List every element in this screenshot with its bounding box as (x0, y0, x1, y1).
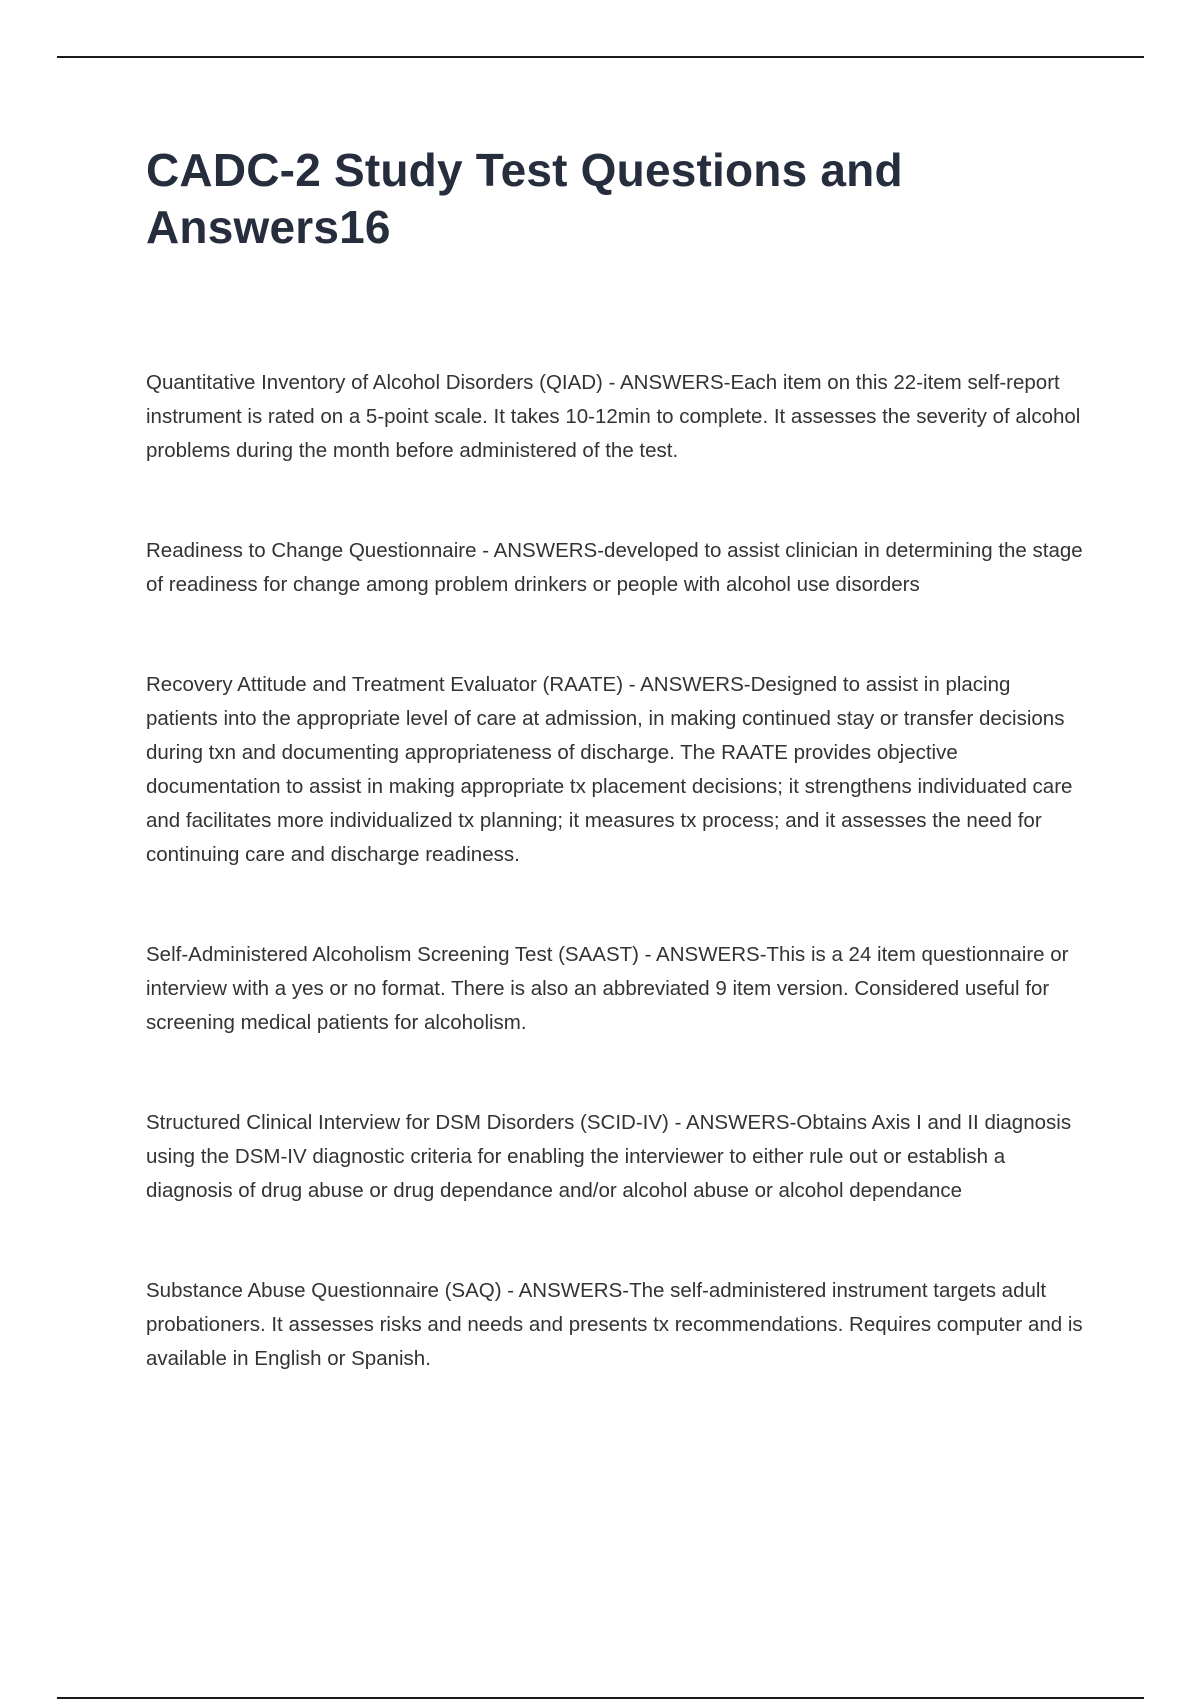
qa-entry-qiad: Quantitative Inventory of Alcohol Disorders (QIAD) - ANSWERS-Each item on this 22-item self-report instrument is rated on a 5-point scale. It takes 10-12min to complete. It assesses the severity of alcohol problems during the month before administered of the test. (146, 371, 1081, 462)
document-title: CADC-2 Study Test Questions and Answers16 (146, 144, 903, 253)
qa-list (146, 366, 1086, 1376)
qa-entry-readiness-to-change: Readiness to Change Questionnaire - ANSWERS-developed to assist clinician in determining the stage of readiness for change among problem drinkers or people with alcohol use disorders (146, 539, 1083, 596)
qa-entry-scid-iv: Structured Clinical Interview for DSM Disorders (SCID-IV) - ANSWERS-Obtains Axis I and II diagnosis using the DSM-IV diagnostic criteria for enabling the interviewer to either rule out or establish a diagnosis of drug abuse or drug dependance and/or alcohol abuse or alcohol dependance (146, 1111, 1072, 1202)
qa-entry-saq: Substance Abuse Questionnaire (SAQ) - ANSWERS-The self-administered instrument targets adult probationers. It assesses risks and needs and presents tx recommendations. Requires computer and is available in English or Spanish. (146, 1279, 1083, 1370)
document-content (146, 142, 1086, 1442)
bottom-divider (57, 1697, 1144, 1699)
qa-entry-raate: Recovery Attitude and Treatment Evaluator (RAATE) - ANSWERS-Designed to assist in placing patients into the appropriate level of care at admission, in making continued stay or transfer decisions during txn and documenting appropriateness of discharge. The RAATE provides objective documentation to assist in making appropriate tx placement decisions; it strengthens individuated care and facilitates more individualized tx planning; it measures tx process; and it assesses the need for continuing care and discharge readiness. (146, 673, 1073, 866)
top-divider (57, 56, 1144, 58)
qa-entry-saast: Self-Administered Alcoholism Screening Test (SAAST) - ANSWERS-This is a 24 item questionnaire or interview with a yes or no format. There is also an abbreviated 9 item version. Considered useful for screening medical patients for alcoholism. (146, 943, 1069, 1034)
